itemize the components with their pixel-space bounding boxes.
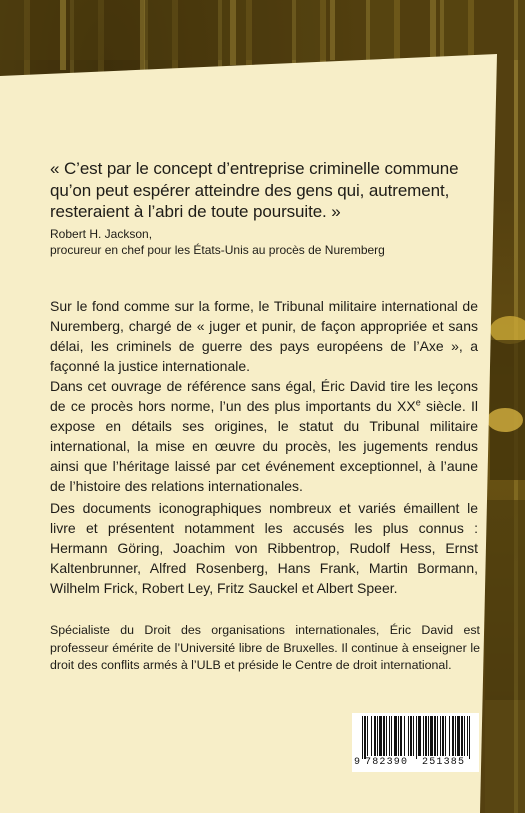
quote-author-role: procureur en chef pour les États-Unis au procès de Nuremberg (50, 243, 385, 257)
paragraph-tribunal: Sur le fond comme sur la forme, le Tribunal militaire international de Nuremberg, chargé de « juger et punir, de façon appropriée et sans délai, les criminels de guerre des pays européens de l’Axe », a façonné la justice internationale. (50, 298, 478, 374)
barcode-bar (449, 716, 450, 756)
barcode-bar (416, 716, 417, 759)
barcode-bar (383, 716, 385, 756)
paragraph-ouvrage-part2: siècle. Il expose en détails ses origines, le statut du Tribunal militaire international, la mise en œuvre du procès, les jugements rendus ainsi que l’héritage laissé par cet événement exceptionnel, à l’aune de l’histoire des relations internationales. (50, 398, 478, 494)
barcode-bar (362, 716, 363, 759)
paragraph-documents: Des documents iconographiques nombreux et variés émaillent le livre et présentent notamment les accusés les plus connus : Hermann Göring, Joachim von Ribbentrop, Rudolf Hess, Ernst Kaltenbrunner, Alfred Rosenberg, Hans Frank, Martin Bormann, Wilhelm Frick, Robert Ley, Fritz Sauckel et Albert Speer. (50, 500, 478, 596)
barcode-bar (423, 716, 424, 756)
barcode-bar (371, 716, 372, 756)
barcode-bar (464, 716, 465, 756)
barcode-bar (389, 716, 390, 756)
barcode-bar (437, 716, 438, 756)
barcode-bar (461, 716, 463, 756)
barcode-bar (398, 716, 399, 756)
barcode-bar (467, 716, 468, 756)
barcode-bar (440, 716, 441, 756)
isbn-barcode (352, 713, 479, 772)
barcode-bar (425, 716, 427, 756)
barcode-bars (352, 713, 479, 759)
barcode-bar (418, 716, 421, 756)
paragraph-ouvrage-part1: Dans cet ouvrage de référence sans égal, Éric David tire les leçons de ce procès hors norme, l’un des plus importants du XX (50, 378, 478, 414)
barcode-bar (394, 716, 397, 756)
barcode-bar (400, 716, 402, 756)
barcode-bar (364, 716, 366, 759)
barcode-bar (452, 716, 454, 756)
barcode-bar (469, 716, 470, 759)
barcode-bar (413, 716, 414, 756)
paragraph-ouvrage (50, 376, 478, 496)
barcode-digits (352, 757, 479, 771)
barcode-bar (455, 716, 456, 756)
barcode-bar (457, 716, 460, 756)
barcode-bar (377, 716, 378, 756)
barcode-bar (386, 716, 387, 756)
barcode-bar (442, 716, 444, 756)
barcode-bar (379, 716, 382, 756)
century-superscript: e (415, 397, 421, 408)
quote-author-name: Robert H. Jackson, (50, 227, 153, 241)
barcode-bar (391, 716, 392, 756)
barcode-bar (410, 716, 412, 756)
barcode-bar (367, 716, 368, 756)
author-bio: Spécialiste du Droit des organisations internationales, Éric David est professeur émérite de l’Université libre de Bruxelles. Il continue à enseigner le droit des conflits armés à l’ULB et préside le Centre de droit international. (50, 623, 480, 672)
barcode-group-1: 782390 (365, 757, 409, 768)
barcode-bar (374, 716, 376, 756)
barcode-bar (430, 716, 433, 756)
barcode-bar (445, 716, 446, 756)
barcode-group-2: 251385 (422, 757, 466, 768)
jackson-quote: « C’est par le concept d’entreprise criminelle commune qu’on peut espérer atteindre des gens qui, autrement, resteraient à l’abri de toute poursuite. » (50, 159, 459, 221)
barcode-bar (404, 716, 405, 756)
quote-attribution (50, 226, 478, 258)
barcode-bar (434, 716, 436, 756)
barcode-lead-digit: 9 (354, 757, 361, 768)
barcode-bar (428, 716, 429, 756)
barcode-bar (408, 716, 409, 756)
